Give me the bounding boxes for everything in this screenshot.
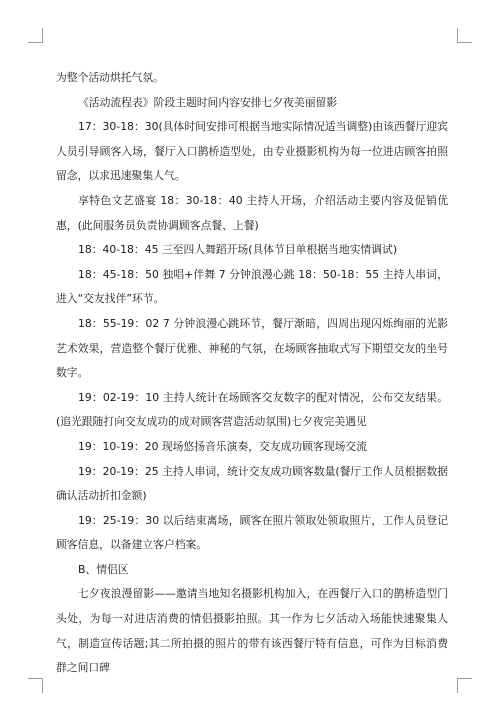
paragraph-1920-statistics: 19：20-19：25 主持人串词，统计交友成功顾客数量(餐厅工作人员根据数据确认活动折扣金额) xyxy=(56,464,448,503)
crop-mark-bottom-left xyxy=(28,678,43,693)
paragraph-couples-photo: 七夕夜浪漫留影——邀请当地知名摄影机构加入，在西餐厅入口的鹊桥造型门头处，为每一对进店消费的情侣摄影拍照。其一作为七夕活动入场能快速聚集人气，制造宣传话题;其二所拍摄的照片的带有该西餐厅特有信息，可作为目标消费群之间口碑 xyxy=(56,587,448,675)
document-body xyxy=(56,66,448,681)
paragraph-1840-dance: 18：40-18：45 三至四人舞蹈开场(具体节目单根据当地实情调试) xyxy=(78,243,398,257)
crop-mark-top-left xyxy=(28,28,43,43)
paragraph-1902-matching: 19：02-19：10 主持人统计在场顾客交友数字的配对情况，公布交友结果。(追光跟随打向交友成功的成对顾客营造活动氛围)七夕夜完美遇见 xyxy=(56,390,448,429)
paragraph-intro-end: 为整个活动烘托气氛。 xyxy=(56,71,164,84)
section-heading-couples-area: B、情侣区 xyxy=(78,562,129,576)
paragraph-1925-closing: 19：25-19：30 以后结束离场，顾客在照片领取处领取照片，工作人员登记顾客信息，以备建立客户档案。 xyxy=(56,513,448,552)
paragraph-1845-solo: 18：45-18：50 独唱+伴舞 7 分钟浪漫心跳 18：50-18：55 主持人串词，进入“交友找伴”环节。 xyxy=(56,267,448,306)
crop-mark-top-right xyxy=(457,28,472,43)
paragraph-schedule-heading: 《活动流程表》阶段主题时间内容安排七夕夜美丽留影 xyxy=(78,95,338,109)
crop-mark-bottom-right xyxy=(457,678,472,693)
paragraph-1830-opening: 享特色文艺盛宴 18：30-18：40 主持人开场，介绍活动主要内容及促销优惠，(此间服务员负责协调顾客点餐、上餐) xyxy=(56,193,448,232)
paragraph-1855-heartbeat: 18：55-19：02 7 分钟浪漫心跳环节，餐厅渐暗，四周出现闪烁绚丽的光影艺术效果，营造整个餐厅优雅、神秘的气氛，在场顾客抽取式写下期望交友的坐号数字。 xyxy=(56,316,448,380)
paragraph-1730-entry: 17：30-18：30(具体时间安排可根据当地实际情况适当调整)由该西餐厅迎宾人员引导顾客入场，餐厅入口鹊桥造型处，由专业摄影机构为每一位进店顾客拍照留念，以求迅速聚集人气。 xyxy=(56,120,448,183)
paragraph-1910-music: 19：10-19：20 现场悠扬音乐演奏，交友成功顾客现场交流 xyxy=(78,439,368,453)
